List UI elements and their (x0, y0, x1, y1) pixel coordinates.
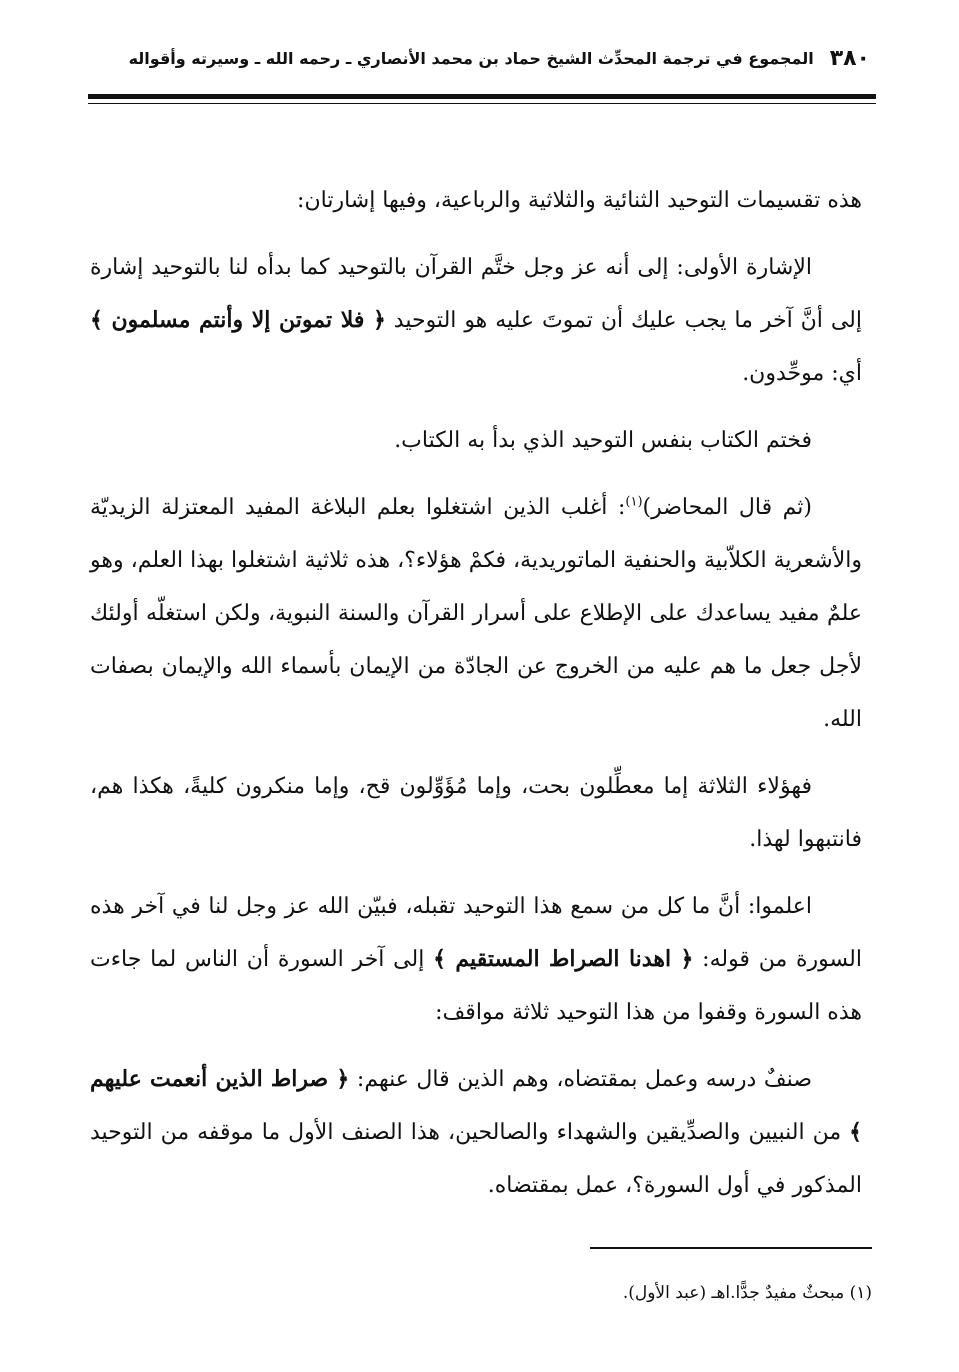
paragraph-text: (ثم قال المحاضر) (642, 495, 812, 520)
running-header (128, 38, 870, 78)
footnote: (١) مبحثٌ مفيدٌ جدًّا.اهـ (عبد الأول). (622, 1283, 872, 1303)
header-rule-thin (88, 103, 876, 104)
paragraph (90, 414, 862, 467)
page-number: ٣٨٠ (829, 45, 870, 71)
paragraph (90, 760, 862, 866)
paragraph-text: أي: موحِّدون. (742, 361, 862, 386)
quran-quote: ﴿ فلا تموتن إلا وأنتم مسلمون ﴾ (90, 307, 386, 333)
paragraph-text: اعلموا: أنَّ ما كل من سمع هذا التوحيد تقبله، فبيّن الله عز وجل لنا في آخر هذه السورة من قوله: (90, 894, 862, 972)
paragraph (90, 880, 862, 1039)
footnote-rule (590, 1247, 872, 1249)
paragraph-text: إلى آخر السورة أن الناس لما جاءت هذه السورة وقفوا من هذا التوحيد ثلاثة مواقف: (90, 947, 862, 1025)
paragraph-text: الإشارة الأولى: إلى أنه عز وجل ختَّم القرآن بالتوحيد كما بدأه لنا بالتوحيد إشارة إلى أنَّ آخر ما يجب عليك أن تموتَ عليه هو التوحيد (90, 255, 862, 333)
paragraph-text: : أغلب الذين اشتغلوا بعلم البلاغة المفيد المعتزلة الزيديّة والأشعرية الكلاّبية والحنفية الماتوريدية، فكمْ هؤلاء؟، هذه ثلاثية اشتغلوا بهذا العلم، وهو علمٌ مفيد يساعدك على الإطلاع على أسرار القرآن والسنة النبوية، ولكن استغلّه أولئك لأجل جعل ما هم عليه من الخروج عن الجادّة من الإيمان بأسماء الله والإيمان بصفات الله. (90, 495, 862, 732)
footnote-reference[interactable]: (١) (625, 494, 643, 510)
paragraph (90, 481, 862, 746)
quran-quote: ﴿ صراط الذين أنعمت عليهم ﴾ (90, 1066, 862, 1145)
main-text (90, 174, 862, 1226)
quran-quote: ﴿ اهدنا الصراط المستقيم ﴾ (433, 946, 694, 972)
running-title: المجموع في ترجمة المحدِّث الشيخ حماد بن محمد الأنصاري ـ رحمه الله ـ وسيرته وأقواله (128, 48, 814, 68)
paragraph-text: فهؤلاء الثلاثة إما معطِّلون بحت، وإما مُؤَوِّلون قح، وإما منكرون كليةً، هكذا هم، فانتبهوا لهذا. (90, 774, 862, 852)
paragraph-text: صنفٌ درسه وعمل بمقتضاه، وهم الذين قال عنهم: (356, 1067, 813, 1092)
header-rule-thick (88, 94, 876, 99)
paragraph-text: من النبيين والصدِّيقين والشهداء والصالحين، هذا الصنف الأول ما موقفه من التوحيد المذكور في أول السورة؟، عمل بمقتضاه. (90, 1120, 862, 1198)
paragraph-text: فختم الكتاب بنفس التوحيد الذي بدأ به الكتاب. (394, 428, 812, 453)
paragraph-text: هذه تقسيمات التوحيد الثنائية والثلاثية والرباعية، وفيها إشارتان: (297, 188, 862, 213)
paragraph (90, 174, 862, 227)
paragraph (90, 241, 862, 400)
paragraph (90, 1053, 862, 1212)
